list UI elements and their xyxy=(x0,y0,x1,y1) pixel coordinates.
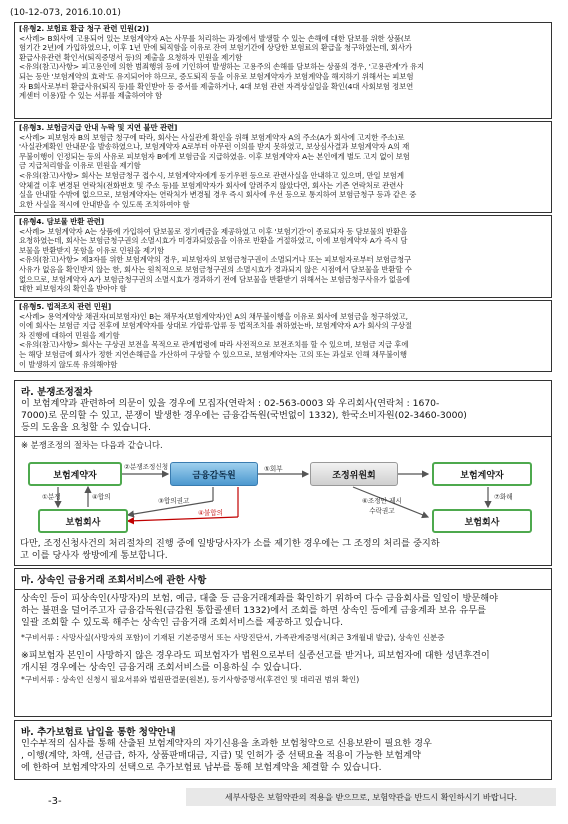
subscription-section xyxy=(14,720,552,780)
type4-title: [유형4. 담보물 반환 관련] xyxy=(19,217,105,226)
label-recommend: ③합의권고 xyxy=(158,497,190,505)
type3-line: 약체결 이후 변경된 연락처(전화번호 및 주소 등)를 보험계약자가 회사에 알려주지 않았다면, 회사는 기존 연락처로 관련사 xyxy=(19,180,404,190)
committee-node: 조정위원회 xyxy=(310,462,398,486)
type4-line: 없으므로, 보험계약자 A가 보험금청구권의 소멸시효가 경과하기 전에 담보물을 반환받기 위해서는 보험금청구사유가 없음에 xyxy=(19,274,410,284)
type3-line: <사례> 피보험자 B의 보험금 청구에 따라, 회사는 사실관계 확인을 위해 보험계약자 A의 주소(A가 회사에 고지한 주소)로 xyxy=(19,132,405,142)
dispute-title: 라. 분쟁조정절차 xyxy=(21,387,93,398)
label-proposal: ⑥조정안 제시 수락권고 xyxy=(362,497,402,515)
type2-line: 험기간 2년)에 가입하였으나, 이후 1년 만에 퇴직함을 이유로 잔여 보험기간에 상당한 보험료의 환급을 청구하였는데, 회사가 xyxy=(19,43,412,53)
policyholder-node: 보험계약자 xyxy=(28,462,122,486)
type3-line: 무불이행이 인정되는 등의 사유로 피보험자 B에게 보험금을 지급하였음. 이후 보험계약자 A는 본인에게 별도 고지 없이 보험 xyxy=(19,151,410,161)
inquiry-docs: *구비서류 : 사망사실(사망자의 포함)이 기재된 기본증명서 또는 사망진단서, 가족관계증명서(최근 3개월내 발급), 상속인 신분증 xyxy=(21,633,445,642)
type5-line: 차 진행에 대하여 민원을 제기함 xyxy=(19,330,120,340)
type2-line: <사례> B회사에 고용되어 있는 보험계약자 A는 사무를 처리하는 과정에서 발생할 수 있는 손해에 대한 담보를 위한 상품(보 xyxy=(19,33,411,43)
type2-line: 자 B회사로부터 환급사유(퇴직 등)를 확인받아 등 증서를 제출하거나, 4대 보험 관련 자격상실일을 확인(4대 사회보험 정보연 xyxy=(19,81,414,91)
label-agree: ④합의 xyxy=(92,493,111,501)
type3-box xyxy=(14,121,552,213)
inquiry-docs2: *구비서류 : 상속인 신청시 필요서류와 법원판결문(원본), 등기사항증명서(후견인 및 대리권 범위 확인) xyxy=(21,675,360,684)
type4-box xyxy=(14,215,552,298)
document-code: (10-12-073, 2016.10.01) xyxy=(10,8,121,18)
type2-line: 계센터 이용)할 수 있는 서류를 제출하여야 함 xyxy=(19,91,162,101)
policyholder-node-2: 보험계약자 xyxy=(432,462,532,486)
label-apply: ②분쟁조정신청 xyxy=(124,463,169,471)
footnote-line: 고 이를 당사자 쌍방에게 통보합니다. xyxy=(20,550,168,561)
subscription-line: , 이행(계약, 차액, 선금급, 하자, 상품판매대금, 지급) 및 인허가 중 선택요율 적용이 가능한 보험계약 xyxy=(21,750,421,761)
subscription-line: 에 한하여 보험계약자의 선택으로 추가보험료 납부를 통해 보험계약을 체결할 수 있습니다. xyxy=(21,762,382,773)
type5-line: 이 발생하지 않도록 유의해야함 xyxy=(19,359,118,369)
type4-line: 사유가 없음을 확인받지 않는 한, 회사는 원칙적으로 보험금청구권의 소멸시효가 경과되지 않은 시점에서 담보물을 반환할 수 xyxy=(19,264,412,274)
footnote-line: 다만, 조정신청사건의 처리절차의 진행 중에 일방당사자가 소를 제기한 경우에는 그 조정의 처리를 중지하 xyxy=(20,538,440,549)
type3-line: <유의(참고)사항> 회사는 보험금청구 접수시, 보험계약자에게 동기우편 등으로 관련사실을 안내하고 있으며, 만일 보험계 xyxy=(19,170,404,180)
label-dispute: ①분쟁 xyxy=(42,493,61,501)
dispute-line: 이 보험계약과 관련하여 의문이 있을 경우에 모집자(연락처 : 02-563-0003 와 우리회사(연락처 : 1670- xyxy=(21,398,440,409)
fss-node: 금융감독원 xyxy=(170,462,258,486)
type4-line: <사례> 보험계약자 A는 상품에 가입하여 담보물로 정기예금을 제공하였고 이후 '보험기간'이 종료되자 동 담보물의 반환을 xyxy=(19,226,408,236)
label-refer: ⑤회부 xyxy=(264,465,283,473)
inquiry-line: 하는 불편을 덜어주고자 금융감독원(금감원 통합콜센터 1332)에서 조회를 하면 상속인 등에게 금융계좌 보유 유무를 xyxy=(21,605,486,616)
insurer-node: 보험회사 xyxy=(38,509,128,533)
type3-line: '사실관계확인 안내문'을 발송하였으나, 보험계약자 A로부터 아무런 이의를 받지 못하였고, 보상심사결과 보험계약자 A의 재 xyxy=(19,142,410,152)
inquiry-section xyxy=(14,568,552,717)
footer-notice: 세부사항은 보험약관의 적용을 받으므로, 보험약관을 반드시 확인하시기 바랍니다. xyxy=(186,788,556,806)
inquiry-line: 일괄 조회할 수 있도록 해주는 상속인 금융거래 조회서비스를 제공하고 있습니다. xyxy=(21,617,344,628)
type5-line: 이에 회사는 보험금 지급 전후에 보험계약자를 상대로 가압류·압류 등 법적조치를 취하였는바, 보험계약자 A가 회사의 구상절 xyxy=(19,321,412,331)
type3-line: 요한 사실을 적시에 안내받을 수 있도록 조치하여야 함 xyxy=(19,199,190,209)
type4-line: 요청하였는데, 회사는 보험금청구권의 소멸시효가 미경과되었음을 이유로 반환을 거절하였고, 이에 보험계약자 A가 즉시 담 xyxy=(19,236,408,246)
dispute-note: ※ 분쟁조정의 절차는 다음과 같습니다. xyxy=(21,440,163,450)
type5-line: 는 해당 보험금에 회사가 정한 지연손해금을 가산하여 구상할 수 있으므로, 보험계약자는 고의 또는 과실로 인해 채무불이행 xyxy=(19,349,407,359)
inquiry-line2: 개시된 경우에는 상속인 금융거래 조회서비스를 이용하실 수 있습니다. xyxy=(21,662,302,673)
label-settle: ⑦화해 xyxy=(494,493,513,501)
type2-title: [유형2. 보험료 환급 청구 관련 민원(2)] xyxy=(19,24,149,33)
inquiry-line2: ※피보험자 본인이 사망하지 않은 경우라도 피보험자가 법원으로부터 실종선고를 받거나, 피보험자에 대한 성년후견이 xyxy=(21,650,490,661)
inquiry-title: 마. 상속인 금융거래 조회서비스에 관한 사항 xyxy=(21,575,207,586)
dispute-footnote xyxy=(20,538,548,562)
label-disagree: ④불합의 xyxy=(198,509,224,517)
type3-title: [유형3. 보험금지급 안내 누락 및 지연 불만 관련] xyxy=(19,123,178,132)
page-number: -3- xyxy=(48,796,62,807)
type4-line: 대한 피보험자의 확인을 받아야 함 xyxy=(19,284,127,294)
dispute-line: 7000)로 문의할 수 있고, 분쟁이 발생한 경우에는 금융감독원(국번없이 1332), 한국소비자원(02-3460-3000) xyxy=(21,410,467,421)
type5-box xyxy=(14,300,552,372)
dispute-flow-diagram xyxy=(18,455,548,537)
inquiry-line: 상속인 등이 피상속인(사망자)의 보험, 예금, 대출 등 금융거래계좌를 확인하기 위하여 다수 금융회사를 일일이 방문해야 xyxy=(21,593,498,604)
type3-line: 실을 안내할 수밖에 없으므로, 보험계약자는 연락처가 변경될 경우 즉시 회사에 우선 등으로 통지하여 보험금청구 등과 같은 중 xyxy=(19,190,417,200)
insurer-node-2: 보험회사 xyxy=(432,509,532,533)
subscription-line: 인수부적의 심사를 통해 산출된 보험계약자의 자기신용을 초과한 보험청약으로 신용보완이 필요한 경우 xyxy=(21,738,432,749)
type4-line: 보물을 반환받지 못함을 이유로 민원을 제기함 xyxy=(19,245,164,255)
subscription-title: 바. 추가보험료 납입을 통한 청약안내 xyxy=(21,727,176,738)
type5-title: [유형5. 법적조치 관련 민원] xyxy=(19,302,112,311)
type5-line: <유의(참고)사항> 회사는 구상권 보전을 목적으로 관계법령에 따라 사전적으로 보전조치를 할 수 있으며, 보험금 지급 후에 xyxy=(19,340,409,350)
type5-line: <사례> 용역계약상 채권자(피보험자)인 B는 채무자(보험계약자)인 A의 채무불이행을 이유로 회사에 보험금을 청구하였고, xyxy=(19,311,408,321)
type2-box xyxy=(14,22,552,119)
type2-line: <유의(참고)사항> 피고용인에 의한 범죄행위 등에 기인하여 발생하는 고용주의 손해를 담보하는 상품의 경우, '고용관계'가 유지 xyxy=(19,62,425,72)
type3-line: 금 지급처리함을 이유로 민원을 제기함 xyxy=(19,161,141,171)
dispute-line: 등의 도움을 요청할 수 있습니다. xyxy=(21,422,151,433)
type2-line: 되는 동안 '보험계약의 효력'도 유지되어야 하므로, 증도퇴직 등을 이유로 보험계약자가 보험계약을 해지하기 위해서는 피보험 xyxy=(19,71,414,81)
type4-line: <유의(참고)사항> 제3자를 위한 보험계약의 경우, 피보험자의 보험금청구권이 소멸되거나 또는 피보험자로부터 보험금청구 xyxy=(19,255,412,265)
type2-line: 환급사유관련 확인서(퇴직증명서 등)의 제출을 요청하자 민원을 제기함 xyxy=(19,52,243,62)
